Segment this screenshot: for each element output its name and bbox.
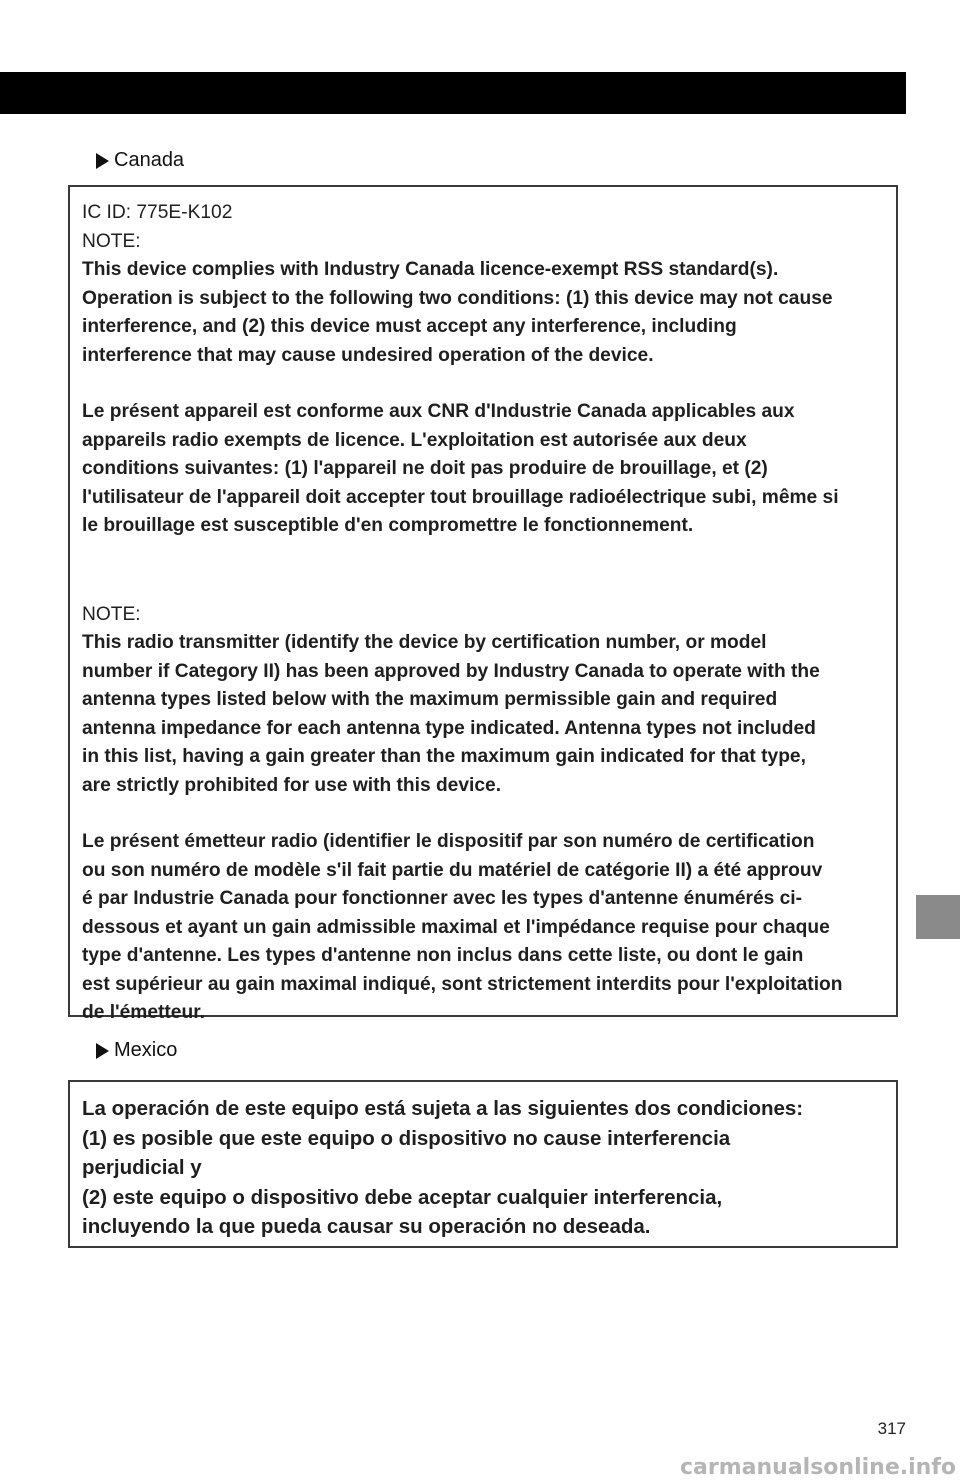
section-label-canada <box>96 149 184 172</box>
note-line: (1) es posible que este equipo o dispositivo no cause interferencia <box>82 1126 731 1150</box>
section-label-text: Canada <box>114 149 185 171</box>
note-line: ou son numéro de modèle s'il fait partie du matériel de catégorie II) a été approuv <box>82 859 823 881</box>
note-heading: NOTE: <box>82 230 141 252</box>
note-line: This radio transmitter (identify the device by certification number, or model <box>82 632 767 653</box>
note-line: incluyendo la que pueda causar su operación no deseada. <box>82 1215 651 1238</box>
note-line: Operation is subject to the following two conditions: (1) this device may not cause <box>82 287 833 309</box>
ic-id: IC ID: 775E-K102 <box>82 202 233 223</box>
mexico-notice-box <box>68 1080 898 1248</box>
note-line: are strictly prohibited for use with this device. <box>82 774 502 796</box>
note-line: dessous et ayant un gain admissible maximal et l'impédance requise pour chaque <box>82 916 830 938</box>
note-line: Le présent appareil est conforme aux CNR d'Industrie Canada applicables aux <box>82 401 795 422</box>
section-label-text: Mexico <box>114 1039 178 1061</box>
note-line: é par Industrie Canada pour fonctionner avec les types d'antenne énumérés ci- <box>82 888 803 909</box>
note-line: le brouillage est susceptible d'en compromettre le fonctionnement. <box>82 515 694 536</box>
note-line: type d'antenne. Les types d'antenne non inclus dans cette liste, ou dont le gain <box>82 945 804 966</box>
header-bar <box>0 72 906 114</box>
note-line: Le présent émetteur radio (identifier le dispositif par son numéro de certification <box>82 831 815 852</box>
section-tab <box>916 895 960 939</box>
note-line: perjudicial y <box>82 1156 202 1179</box>
section-label-mexico <box>96 1039 177 1062</box>
note-line: La operación de este equipo está sujeta a las siguientes dos condiciones: <box>82 1097 804 1120</box>
note-line: (2) este equipo o dispositivo debe aceptar cualquier interferencia, <box>82 1185 723 1209</box>
note-line: de l'émetteur. <box>82 1002 205 1023</box>
triangle-right-icon <box>96 153 109 169</box>
note-line: in this list, having a gain greater than the maximum gain indicated for that type, <box>82 746 806 767</box>
canada-notice-box <box>68 185 898 1023</box>
note-line: est supérieur au gain maximal indiqué, sont strictement interdits pour l'exploitation <box>82 973 843 995</box>
note-line: This device complies with Industry Canada licence-exempt RSS standard(s). <box>82 259 779 280</box>
watermark: carmanualsonline.info <box>680 1455 956 1480</box>
note-line: conditions suivantes: (1) l'appareil ne doit pas produire de brouillage, et (2) <box>82 458 768 479</box>
note-line: appareils radio exempts de licence. L'exploitation est autorisée aux deux <box>82 429 747 451</box>
note-line: number if Category II) has been approved by Industry Canada to operate with the <box>82 660 820 682</box>
note-line: antenna impedance for each antenna type indicated. Antenna types not included <box>82 717 816 739</box>
note-line: antenna types listed below with the maximum permissible gain and required <box>82 689 778 710</box>
triangle-right-icon <box>96 1043 109 1059</box>
note-line: l'utilisateur de l'appareil doit accepter tout brouillage radioélectrique subi, même si <box>82 486 839 508</box>
note-line: interference, and (2) this device must accept any interference, including <box>82 316 737 337</box>
page-number: 317 <box>877 1419 906 1438</box>
note-heading: NOTE: <box>82 603 141 625</box>
note-line: interference that may cause undesired operation of the device. <box>82 344 654 366</box>
